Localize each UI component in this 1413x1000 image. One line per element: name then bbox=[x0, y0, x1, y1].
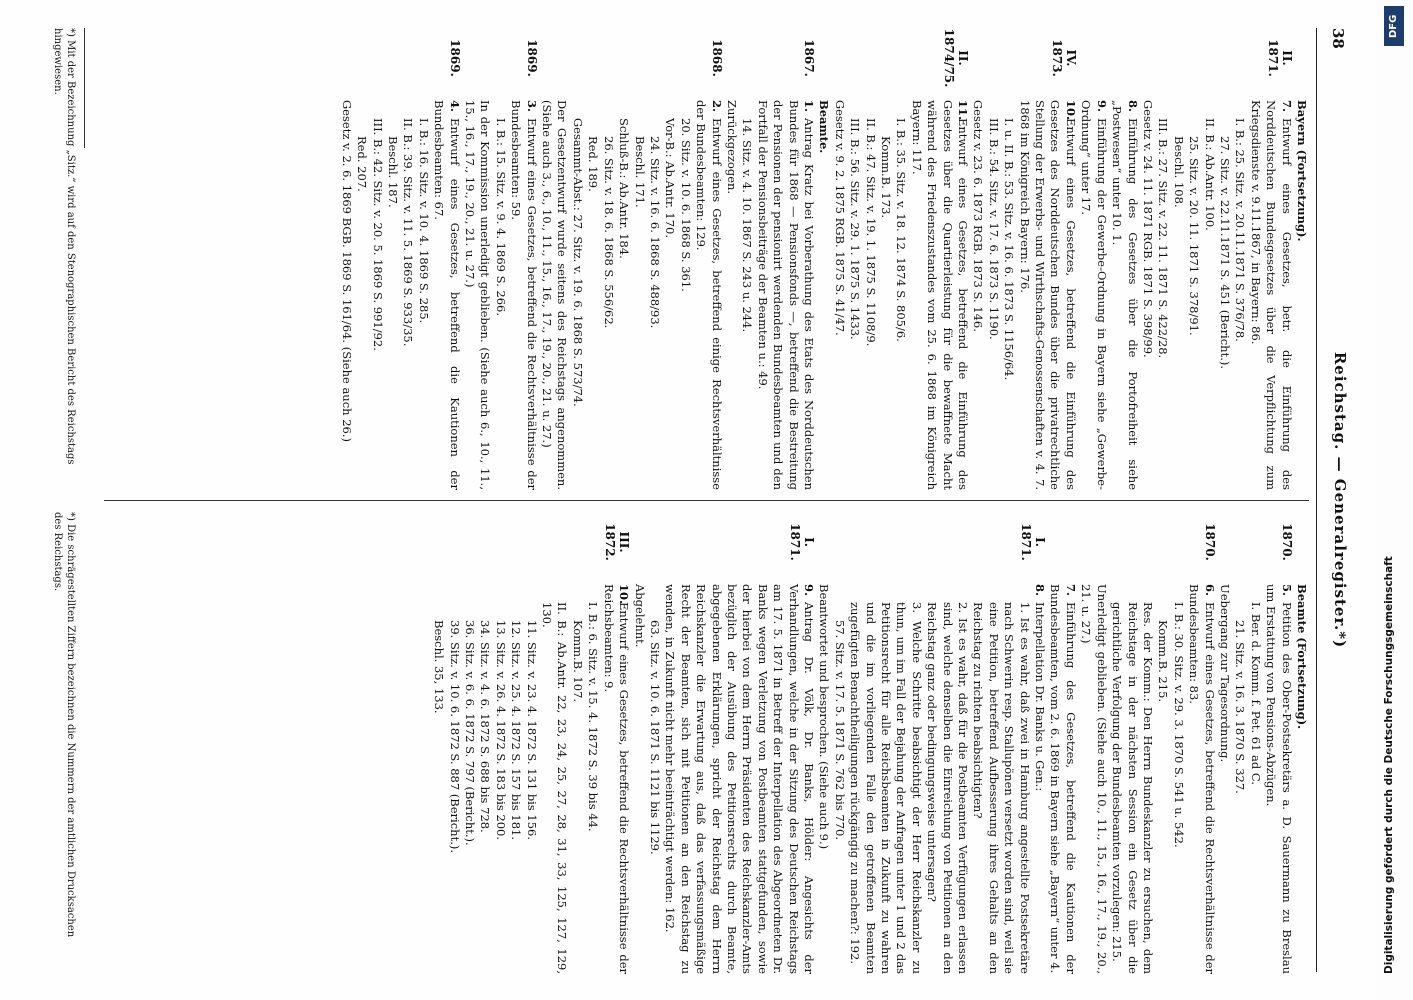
entry-text: 25. Sitz. v. 20. 11. 1871 S. 378/91. bbox=[1187, 136, 1202, 336]
entry-text: Der Gesetzentwurf wurde seitens des Reichstags angenommen. (Siehe auch 3., 6., 10., 11., 15., 16., 17., 19., 20., 21. u. 27.) bbox=[540, 100, 570, 490]
entry-line bbox=[462, 584, 477, 974]
footnote-rule bbox=[84, 28, 85, 148]
entry-line bbox=[1217, 100, 1232, 490]
entry-text: Antrag Dr. Völk, Dr. Banks, Hölder: Angesichts der Verhandlungen, welche in der Sitzung des Deutschen Reichstags am 17. 5. 1871 in Betreff der Interpellation des Abgeordneten Dr. Banks wegen Verletzung von Postbeamten stattgefunden, sowie der hierbei von dem Herrn Präsidenten des Reichskanzler-Amts bezüglich der Ausübung des Petitionsrechts durch Beamte, abgegebenen Erklärungen, spricht der Reichstag dem Herrn Reichskanzler die Erwartung aus, daß das verfassungsmäßige Recht der Beamten, sich mit Petitionen an den Reichstag zu wenden, in Zukunft nicht mehr beeinträchtigt werden: 162. bbox=[663, 584, 816, 974]
entry-text: 14. Sitz. v. 4. 10. 1867 S. 243 u. 244. bbox=[740, 118, 755, 333]
entry-number: 9. bbox=[802, 584, 816, 597]
entry-line bbox=[1016, 100, 1078, 490]
footnote-left: *) Mit der Bezeichnung „Sitz.“ wird auf den Stenographischen Bericht des Reichstags hingewiesen. bbox=[52, 28, 76, 465]
entry-text: Beschl. 108. bbox=[1171, 136, 1186, 208]
entry-line bbox=[508, 100, 539, 490]
entry-text: III. B.: 27. Sitz. v. 22. 11. 1871 S. 422/28. bbox=[1156, 118, 1171, 359]
entry-text: Entwurf eines Gesetzes, betreffend die Kautionen der Bundesbeamten: 67. bbox=[432, 100, 462, 490]
session-year: 1870. bbox=[1202, 523, 1217, 561]
entry-line bbox=[1047, 584, 1078, 974]
entry-text: Red. 207. bbox=[355, 136, 370, 192]
entry-line bbox=[600, 100, 615, 490]
entry-number: 3. bbox=[524, 100, 539, 113]
entry-line bbox=[1078, 100, 1109, 490]
column-divider bbox=[104, 500, 1309, 501]
entry-line bbox=[338, 100, 353, 490]
entry-text: Entwurf eines Gesetzes, betreffend die Einführung des Gesetzes über die Quartierleistung für die bewaffnete Macht während des Friedenszustandes vom 25. 6. 1868 im Königreich Bayern: 117. bbox=[909, 100, 971, 490]
session-year: IV. 1873. bbox=[1049, 39, 1078, 77]
entry-line bbox=[369, 100, 384, 490]
session-year: 1869. bbox=[447, 39, 462, 77]
funding-sidebar bbox=[1383, 14, 1401, 994]
entry-number: 7. bbox=[1063, 584, 1078, 597]
session-year: 1869. bbox=[524, 39, 539, 77]
register-entry bbox=[338, 39, 462, 490]
entry-text: Beschl. 171. bbox=[632, 136, 647, 208]
entry-text: I. B.: 25. Sitz. v. 20.11.1871 S. 376/78. bbox=[1233, 118, 1248, 342]
entry-text: Abgelehnt. bbox=[632, 584, 647, 648]
entry-line bbox=[400, 100, 415, 490]
register-entry bbox=[724, 39, 816, 490]
register-entry bbox=[816, 523, 1048, 974]
entry-text: II. B.: Ab.Antr. 22, 23, 24, 25, 27, 28, 31, 33, 125, 127, 129, 130. bbox=[540, 602, 570, 974]
entry-number: 2. bbox=[709, 100, 724, 113]
entry-text: Entwurf eines Gesetzes, betreffend die Rechtsverhältnisse der Bundesbeamten: 83. bbox=[1187, 584, 1217, 974]
entry-text: Unerledigt geblieben. (Siehe auch 10., 11., 15., 16., 17., 19., 20., 21. u. 27.) bbox=[1079, 584, 1109, 974]
entry-line bbox=[1078, 584, 1109, 974]
entry-line bbox=[539, 100, 570, 490]
entry-line bbox=[693, 100, 724, 490]
entry-text: Res. der Komm.: Den Herrn Bundeskanzler zu ersuchen, dem Reichstage in der nächsten Session ein Gesetz über die gerichtliche Verfolgung der Bundesbeamten vorzulegen: 215. bbox=[1110, 602, 1155, 974]
entry-line bbox=[1186, 584, 1217, 974]
entry-line bbox=[385, 100, 400, 490]
session-year: I. 1871. bbox=[788, 523, 816, 561]
entry-text: Antrag Kratz bei Vorberathung des Etats des Norddeutschen Bundes für 1868 — Pensionsfonds —, betreffend die Bestreitung der Pensionen der pensionirt werdenden Bundesbeamten und den Fortfall der Pensionsbeiträge der Beamten u.: 49. bbox=[755, 100, 816, 490]
entry-number: 5. bbox=[1279, 584, 1294, 597]
session-year: 1868. bbox=[709, 39, 724, 77]
session-year: II. 1874/75. bbox=[942, 28, 971, 88]
entry-line bbox=[631, 584, 646, 974]
entry-line bbox=[1170, 584, 1185, 974]
register-entry bbox=[462, 39, 539, 490]
entry-text: 3. Welche Schritte beabsichtigt der Herr Reichskanzler zu thun, um im Fall der Bejahung der Anfragen unter 1 und 2 das Petitionsrecht für alle Reichsbeamten in Zukunft zu wahren und die im vorliegenden Falle den getroffenen Beamten zugefügten Benachtheiligungen rückgängig zu machen?: 192. bbox=[848, 602, 924, 974]
entry-line bbox=[616, 100, 631, 490]
entry-text: Gesammt-Abst.: 27. Sitz. v. 19. 6. 1868 S. 573/74. bbox=[570, 118, 585, 407]
entry-number: 8. bbox=[1125, 100, 1140, 113]
entry-line bbox=[847, 584, 924, 974]
entry-text: Vor-B.: Ab.Antr. 170. bbox=[663, 118, 678, 238]
entry-text: Entwurf eines Gesetzes, betreffend die Rechtsverhältnisse der Bundesbeamten: 59. bbox=[509, 100, 539, 490]
entry-text: Komm.B. 107. bbox=[570, 620, 585, 703]
entry-text: 39. Sitz. v. 10. 6. 1872 S. 887 (Bericht.). bbox=[447, 620, 462, 853]
entry-text: I. u. II. B.: 53. Sitz. v. 16. 6. 1873 S. 1156/64. bbox=[1002, 118, 1017, 381]
entry-line bbox=[1155, 100, 1170, 490]
entry-text: 36. Sitz. v. 6. 6. 1872 S. 797 (Bericht.). bbox=[463, 620, 478, 846]
entry-line bbox=[662, 584, 816, 974]
entry-number: 10. bbox=[617, 584, 632, 605]
entry-text: 11. Sitz. v. 23. 4. 1872 S. 131 bis 156. bbox=[524, 620, 539, 841]
entry-line bbox=[508, 584, 523, 974]
header-rule bbox=[1316, 28, 1317, 972]
entry-line bbox=[662, 100, 677, 490]
entry-text: 20. Sitz. v. 10. 6. 1868 S. 361. bbox=[678, 118, 693, 292]
entry-line bbox=[831, 584, 846, 974]
entry-line bbox=[1109, 584, 1155, 974]
entry-text: 13. Sitz. v. 26. 4. 1872 S. 183 bis 200. bbox=[493, 620, 508, 841]
entry-text: 27. Sitz. v. 22.11.1871 S. 451 (Bericht.). bbox=[1217, 136, 1232, 370]
entry-line bbox=[985, 100, 1000, 490]
entry-number: 6. bbox=[1202, 584, 1217, 597]
session-year: II. 1871. bbox=[1265, 39, 1294, 77]
entry-text: Gesetz v. 24. 11. 1871 RGB. 1871 S. 398/99. bbox=[1140, 100, 1155, 358]
entry-line bbox=[924, 584, 970, 974]
funding-note: Digitalisierung gefördert durch die Deutsche Forschungsgemeinschaft bbox=[1383, 556, 1395, 974]
entry-line bbox=[1217, 584, 1232, 974]
entry-line bbox=[1001, 100, 1016, 490]
entry-line bbox=[816, 584, 831, 974]
entry-line bbox=[1170, 100, 1185, 490]
entry-text: Red. 189. bbox=[586, 136, 601, 192]
register-entry bbox=[831, 28, 971, 490]
session-year: 1867. bbox=[802, 39, 816, 77]
register-entry bbox=[1047, 584, 1078, 974]
entry-line bbox=[893, 100, 908, 490]
entry-line bbox=[878, 100, 893, 490]
section-heading: Beamte. bbox=[817, 100, 832, 154]
entry-line bbox=[1232, 584, 1247, 974]
entry-number: 11. bbox=[956, 100, 971, 121]
entry-line bbox=[1263, 584, 1294, 974]
entry-text: Gesetz v. 9. 2. 1875 RGB. 1875 S. 41/47. bbox=[832, 100, 847, 336]
entry-text: II. B.: 47. Sitz. v. 19. 1. 1875 S. 1108/9. bbox=[863, 118, 878, 347]
entry-text: I. B.: 16. Sitz. v. 10. 4. 1869 S. 285. bbox=[416, 118, 431, 324]
entry-number: 8. bbox=[1033, 584, 1048, 597]
entry-line bbox=[354, 100, 369, 490]
entry-text: 2. Ist es wahr, daß für die Postbeamten Verfügungen erlassen sind, welche denselben die Einreichung von Petitionen an den Reichstag ganz oder bedingungsweise untersagen? bbox=[925, 602, 971, 974]
entry-text: Entwurf eines Gesetzes, betreffend die Einführung des Gesetzes des Norddeutschen Bundes über die privatrechtliche Stellung der Erwerbs- und Wirthschafts-Genossenschaften v. 4. 7. 1868 im Königreich Bayern: 176. bbox=[1017, 100, 1078, 490]
entry-line bbox=[431, 100, 462, 490]
entry-text: Entwurf eines Gesetzes, betr. die Einführung des Norddeutschen Bundesgesetzes über die Verpflichtung zum Kriegsdienste v. 9.11.1867, in Bayern: 86. bbox=[1248, 100, 1294, 490]
entry-text: 24. Sitz. v. 16. 6. 1868 S. 488/93. bbox=[647, 136, 662, 329]
entry-line bbox=[1247, 100, 1293, 490]
page-header bbox=[1323, 28, 1349, 972]
register-entry bbox=[631, 523, 816, 974]
entry-text: III. B.: 56. Sitz. v. 29. 1. 1875 S. 1433. bbox=[848, 118, 863, 340]
register-entry bbox=[1078, 523, 1217, 974]
entry-line bbox=[908, 100, 970, 490]
entry-text: Gesetz v. 23. 6. 1873 RGB. 1873 S. 146. bbox=[971, 100, 986, 332]
entry-text: 21. Sitz. v. 16. 3. 1870 S. 327. bbox=[1233, 620, 1248, 794]
entry-line bbox=[570, 584, 585, 974]
left-column bbox=[338, 28, 1309, 490]
entry-number: 7. bbox=[1279, 100, 1294, 113]
entry-line bbox=[847, 100, 862, 490]
register-entry bbox=[1078, 39, 1294, 490]
entry-text: I. Ber. d. Komm. f. Pet. 61 ad C. bbox=[1248, 602, 1263, 785]
entry-line bbox=[1247, 584, 1262, 974]
entry-line bbox=[585, 100, 600, 490]
entry-line bbox=[677, 100, 692, 490]
entry-line bbox=[539, 584, 570, 974]
entry-number: 9. bbox=[1094, 100, 1109, 113]
entry-line bbox=[754, 100, 816, 490]
entry-line bbox=[1032, 584, 1047, 974]
register-entry bbox=[431, 523, 632, 974]
right-column bbox=[431, 512, 1309, 974]
entry-text: 26. Sitz. v. 18. 6. 1868 S. 556/62. bbox=[601, 136, 616, 329]
entry-text: Interpellation Dr. Banks u. Gen.: bbox=[1033, 602, 1048, 792]
entry-text: Beantwortet und besprochen. (Siehe auch 9.) bbox=[817, 584, 832, 850]
register-entry bbox=[970, 39, 1078, 490]
entry-line bbox=[477, 584, 492, 974]
entry-text: Beschl. 187. bbox=[386, 136, 401, 208]
entry-line bbox=[446, 584, 461, 974]
entry-line bbox=[1140, 100, 1155, 490]
entry-text: Schluß-B.: Ab.Antr. 184. bbox=[617, 118, 632, 259]
session-year: I. 1871. bbox=[1019, 523, 1048, 561]
entry-text: Zurückgezogen. bbox=[724, 100, 739, 195]
entry-line bbox=[647, 584, 662, 974]
entry-number: 10. bbox=[1063, 100, 1078, 121]
dfg-logo: DFG bbox=[1384, 6, 1404, 46]
entry-line bbox=[1232, 100, 1247, 490]
register-entry bbox=[539, 39, 724, 490]
entry-line bbox=[570, 100, 585, 490]
entry-text: II. B.: Ab.Antr. 100. bbox=[1202, 118, 1217, 231]
entry-text: Komm.B. 173. bbox=[879, 136, 894, 219]
entry-text: Einführung des Gesetzes über die Portofreiheit siehe „Postwesen“ unter 10. 1. bbox=[1110, 100, 1140, 490]
register-entry bbox=[1217, 523, 1294, 974]
entry-text: 12. Sitz. v. 25. 4. 1872 S. 157 bis 181. bbox=[509, 620, 524, 841]
entry-text: 34. Sitz. v. 4. 6. 1872 S. 688 bis 728. bbox=[478, 620, 493, 833]
entry-line bbox=[862, 100, 877, 490]
entry-text: Gesetz v. 2. 6. 1869 BGB. 1869 S. 161/64. (Siehe auch 26.) bbox=[339, 100, 354, 442]
entry-text: Beschl. 35, 133. bbox=[432, 620, 447, 714]
entry-line bbox=[600, 584, 631, 974]
entry-line bbox=[492, 100, 507, 490]
entry-line bbox=[431, 584, 446, 974]
entry-line bbox=[523, 584, 538, 974]
entry-text: Petition des Ober-Postsekretärs a. D. Sauermann zu Breslau um Erstattung von Pensions-Abzügen. bbox=[1264, 584, 1294, 974]
entry-text: I. B.: 35. Sitz. v. 18. 12. 1874 S. 805/6. bbox=[894, 118, 909, 342]
entry-line bbox=[831, 100, 846, 490]
entry-text: I. B.: 15. Sitz. v. 9. 4. 1869 S. 266. bbox=[493, 118, 508, 316]
entry-line bbox=[462, 100, 493, 490]
entry-line bbox=[647, 100, 662, 490]
entry-text: Komm.B. 215. bbox=[1156, 620, 1171, 703]
entry-text: II. B.: 39. Sitz. v. 11. 5. 1869 S. 933/35. bbox=[401, 118, 416, 347]
page-number: 38 bbox=[1329, 28, 1347, 49]
entry-text: I. B.: 6. Sitz. v. 15. 4. 1872 S. 39 bis 44. bbox=[586, 602, 601, 832]
entry-line bbox=[1155, 584, 1170, 974]
entry-text: I. B.: 30. Sitz. v. 29. 3. 1870 S. 541 u. 542. bbox=[1171, 602, 1186, 848]
session-year: III. 1872. bbox=[603, 523, 632, 561]
entry-line bbox=[631, 100, 646, 490]
entry-line bbox=[739, 100, 754, 490]
entry-line bbox=[492, 584, 507, 974]
entry-text: 57. Sitz. v. 17. 5. 1871 S. 762 bis 770. bbox=[832, 620, 847, 841]
entry-text: Einführung des Gesetzes, betreffend die Kautionen der Bundesbeamten, vom 2. 6. 1869 in Bayern siehe „Bayern“ unter 4. bbox=[1048, 584, 1078, 974]
entry-text: Entwurf eines Gesetzes, betreffend einige Rechtsverhältnisse der Bundesbeamten: 129. bbox=[694, 100, 724, 490]
session-year: 1870. bbox=[1279, 523, 1294, 561]
section-heading: Beamte (Fortsetzung). bbox=[1295, 584, 1309, 730]
entry-text: Entwurf eines Gesetzes, betreffend die Rechtsverhältnisse der Reichsbeamten: 9. bbox=[601, 584, 632, 974]
entry-line bbox=[1186, 100, 1201, 490]
entry-line bbox=[585, 584, 600, 974]
page-title: Reichstag. — Generalregister.*) bbox=[1331, 351, 1349, 649]
entry-line bbox=[970, 100, 985, 490]
footnote-right: *) Die schrägestellten Ziffern bezeichnen die Nummern der amtlichen Drucksachen des Reichstags. bbox=[52, 512, 76, 938]
entry-text: In der Kommission unerledigt geblieben. (Siehe auch 6., 10., 11., 15., 16., 17., 19., 20., 21. u. 27.) bbox=[463, 100, 493, 490]
entry-text: Uebergang zur Tagesordnung. bbox=[1217, 584, 1232, 763]
entry-line bbox=[724, 100, 739, 490]
entry-line bbox=[1109, 100, 1140, 490]
entry-text: 63. Sitz. v. 10. 6. 1871 S. 1121 bis 1129. bbox=[647, 620, 662, 855]
entry-line bbox=[970, 584, 1032, 974]
entry-line bbox=[415, 100, 430, 490]
entry-number: 1. bbox=[802, 100, 816, 113]
entry-text: III. B.: 42. Sitz. v. 20. 5. 1869 S. 991/92. bbox=[370, 118, 385, 351]
entry-text: 1. Ist es wahr, daß zwei in Hamburg angestellte Postsekretäre nach Schwerin resp. Stallupönen versetzt worden sind, weil sie eine Petition, betreffend Aufbesserung ihres Gehalts an den Reichstag zu richten beabsichtigten? bbox=[971, 602, 1032, 974]
entry-number: 4. bbox=[447, 100, 462, 113]
entry-line bbox=[1201, 100, 1216, 490]
section-heading: Bayern (Fortsetzung). bbox=[1295, 100, 1309, 242]
entry-text: III. B.: 54. Sitz. v. 17. 6. 1873 S. 1190. bbox=[986, 118, 1001, 340]
entry-text: Einführung der Gewerbe-Ordnung in Bayern siehe „Gewerbe-Ordnung“ unter 17. bbox=[1079, 100, 1109, 490]
